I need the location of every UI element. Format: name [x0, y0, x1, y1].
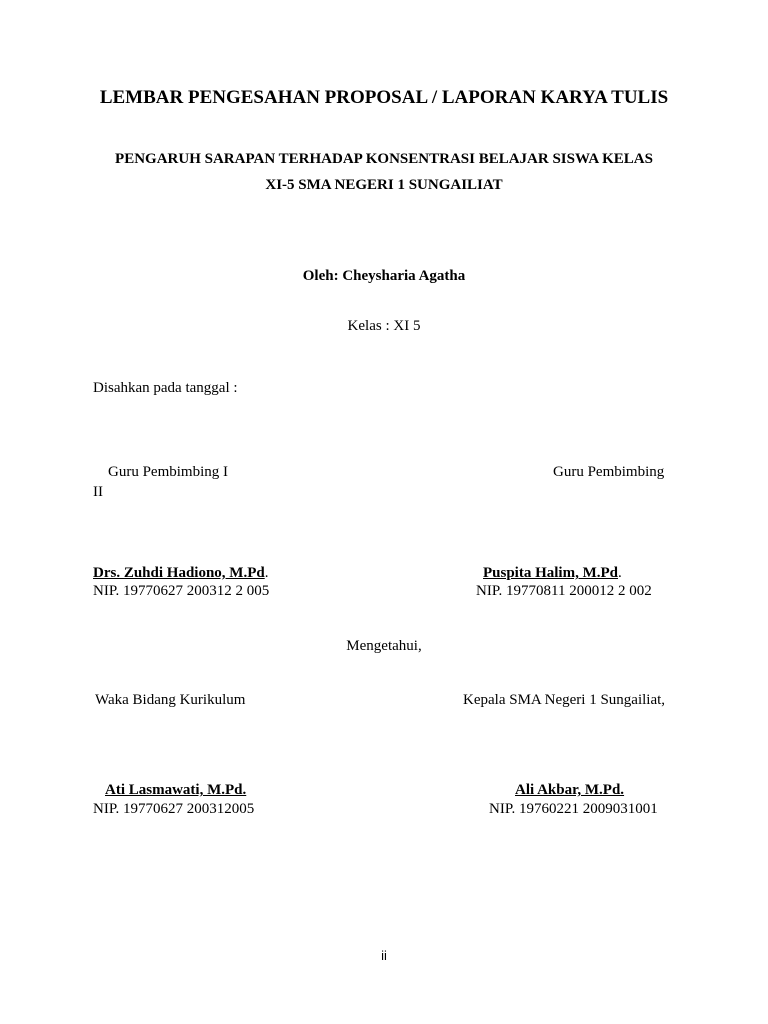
supervisor-1-name: Drs. Zuhdi Hadiono, M.Pd	[93, 565, 265, 581]
proposal-title-line-1: PENGARUH SARAPAN TERHADAP KONSENTRASI BELAJAR SISWA KELAS	[115, 151, 653, 167]
supervisor-1-nip: NIP. 19770627 200312 2 005	[93, 583, 270, 599]
supervisor-1-role: Guru Pembimbing I	[108, 464, 228, 480]
proposal-title-line-2: XI-5 SMA NEGERI 1 SUNGAILIAT	[265, 177, 503, 193]
supervisor-2-name-suffix: .	[618, 565, 622, 581]
supervisor-1-signature-name	[93, 565, 268, 582]
author-line: Oleh: Cheysharia Agatha	[302, 268, 466, 284]
document-heading: LEMBAR PENGESAHAN PROPOSAL / LAPORAN KARYA TULIS	[99, 87, 669, 108]
official-2-role: Kepala SMA Negeri 1 Sungailiat,	[463, 692, 666, 708]
supervisor-2-name: Puspita Halim, M.Pd	[483, 565, 619, 581]
supervisor-2-role-wrap: II	[93, 484, 103, 500]
supervisor-2-signature-name	[483, 565, 622, 582]
official-1-name: Ati Lasmawati, M.Pd.	[105, 782, 247, 798]
page-number: ii	[381, 948, 387, 963]
supervisor-2-role: Guru Pembimbing	[553, 464, 665, 480]
official-2-nip: NIP. 19760221 2009031001	[489, 801, 658, 817]
official-2-name: Ali Akbar, M.Pd.	[515, 782, 625, 798]
acknowledged-label: Mengetahui,	[346, 638, 422, 654]
supervisor-2-nip: NIP. 19770811 200012 2 002	[476, 583, 652, 599]
official-1-role: Waka Bidang Kurikulum	[95, 692, 246, 708]
class-info: Kelas : XI 5	[347, 318, 421, 334]
official-1-nip: NIP. 19770627 200312005	[93, 801, 255, 817]
approval-date-label: Disahkan pada tanggal :	[93, 380, 238, 396]
supervisor-1-name-suffix: .	[264, 565, 269, 581]
